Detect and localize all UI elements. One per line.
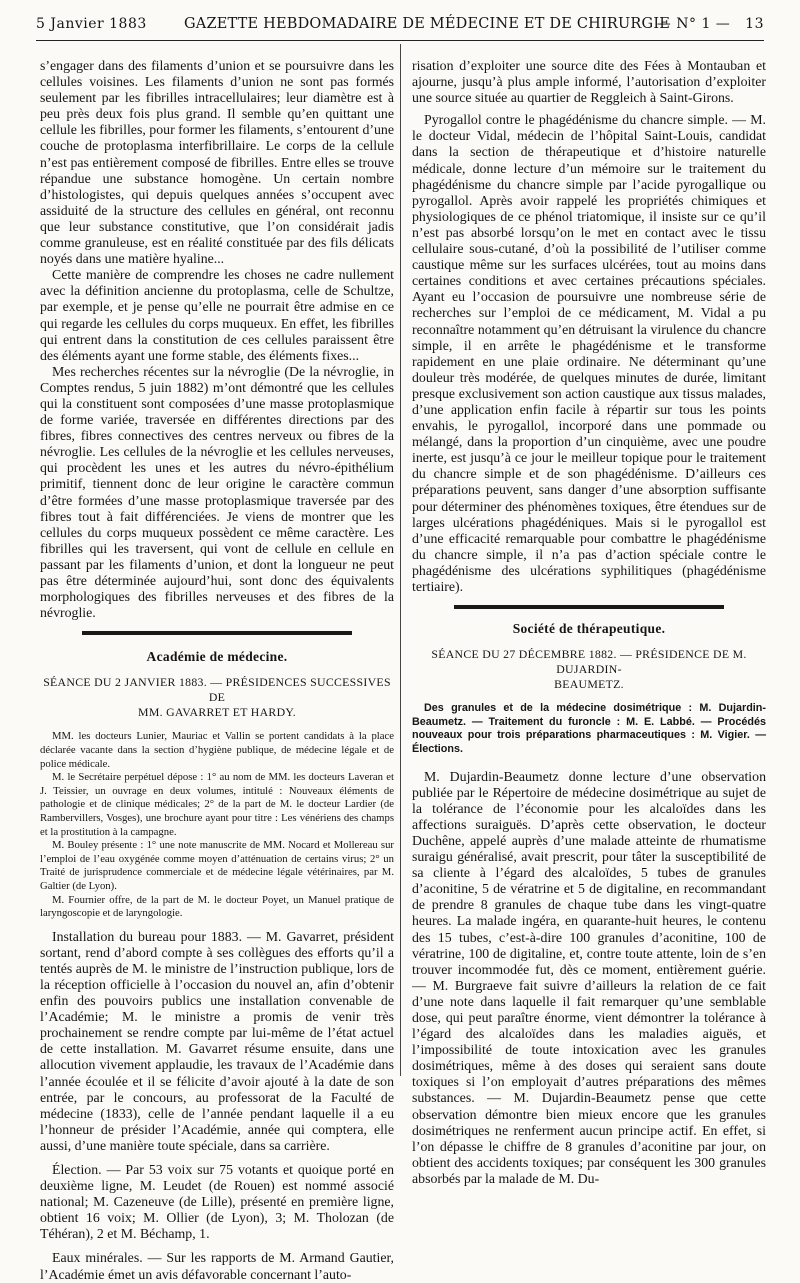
spacer bbox=[40, 1154, 394, 1162]
seance-line: SÉANCE DU 2 JANVIER 1883. — PRÉSIDENCES SUCCESSIVES DE bbox=[43, 675, 391, 705]
seance-line: MM. GAVARRET ET HARDY. bbox=[138, 705, 296, 720]
left-column bbox=[40, 58, 394, 1283]
paragraph: Mes recherches récentes sur la névroglie (De la névroglie, in Comptes rendus, 5 juin 1882) m’ont démontré que les cellules qui la constituent sont composées d’une masse protoplasmique de forme variée, traversée en différentes directions par des fibres, fibres connectives des centres nerveux ou fibres de la névroglie. Les cellules de la névroglie et les cellules nerveuses, qui procèdent les unes et les autres du névro-épithélium primitif, tiennent donc de leur origine le caractère commun d’être formées d’une masse protoplasmique traversée par des fibres tout à fait différenciées. Je viens de montrer que les cellules du corps muqueux possèdent ce même caractère. Les fibrilles qui les traversent, qui vont de cellule en cellule en passant par les filaments d’union, et dont la longueur ne peut pas être déterminée aujourd’hui, sont donc des équivalents morphologiques des fibrilles nerveuses et des fibres de la névroglie. bbox=[40, 363, 394, 621]
section-title-societe: Société de thérapeutique. bbox=[512, 621, 666, 637]
seance-line: SÉANCE DU 27 DÉCEMBRE 1882. — PRÉSIDENCE DE M. DUJARDIN- bbox=[431, 647, 747, 677]
section-title-academie: Académie de médecine. bbox=[146, 649, 288, 665]
paragraph-election: Élection. — Par 53 voix sur 75 votants et quoique porté en deuxième ligne, M. Leudet (de Rouen) est nommé associé national; M. Cazeneuve (de Lille), présenté en première ligne, obtient 16 voix; M. Ollier (de Lyon), 3; M. Tholozan (de Téhéran), 2 et M. Béchamp, 1. bbox=[40, 1162, 394, 1242]
paragraph: Cette manière de comprendre les choses ne cadre nullement avec la définition ancienne du protoplasma, celle de Schultze, par exemple, et je pense qu’elle ne pourrait être admise en ce qui regarde les cellules du corps muqueux. En effet, les fibrilles qui entrent dans la constitution de ces cellules paraissent être des éléments ayant une forme stable, des éléments fixes... bbox=[40, 267, 394, 363]
seance-heading bbox=[40, 675, 394, 720]
header-date: 5 Janvier 1883 bbox=[36, 16, 147, 32]
paragraph-pyrogallol: Pyrogallol contre le phagédénisme du chancre simple. — M. le docteur Vidal, médecin de l’hôpital Saint-Louis, candidat dans la section de thérapeutique et d’histoire naturelle médicale, donne lecture d’un mémoire sur le traitement du phagédénisme du chancre simple par l’acide pyrogallique ou pyrogallol. Après avoir rappelé les propriétés chimiques et physiologiques de ce phénol triatomique, il insiste sur ce qu’il n’est pas absorbé lorsqu’on le met en contact avec le tissu cellulaire sous-cutané, d’où la possibilité de l’utiliser comme caustique même sur les surfaces ulcérées, tout au moins dans certaines conditions et avec certaines précautions spéciales. Ayant eu l’occasion de poursuivre une nombreuse série de recherches sur l’emploi de ce médicament, M. Vidal a pu reconnaître notamment qu’en détruisant la virulence du chancre simple, il en arrête le phagédénisme et le transforme rapidement en une plaie ordinaire. Ne déterminant qu’une douleur très modérée, de quelques minutes de durée, limitant presque exclusivement son action caustique aux tissus malades, d’une application enfin facile à répartir sur tous les points envahis, le pyrogallol, incorporé dans une pommade ou mélangé, dans la proportion d’un cinquième, avec une poudre inerte, est jusqu’à ce jour le meilleur topique pour le traitement du chancre simple et de son phagédénisme. D’ailleurs ces préparations peuvent, sans danger d’une absorption suffisante pour déterminer des phénomènes toxiques, être étendues sur de larges ulcérations phagédéniques. Mais si le pyrogallol est d’une efficacité remarquable pour combattre le phagédénisme du chancre simple, il n’a pas d’action spéciale contre le phagédénisme des ulcérations syphilitiques (phagédénisme tertiaire). bbox=[412, 112, 766, 594]
paragraph: risation d’exploiter une source dite des Fées à Montauban et ajourne, jusqu’à plus ample informé, l’autorisation d’exploiter une source située au quartier de Reggleich à Saint-Girons. bbox=[412, 58, 766, 106]
paragraph-eaux-minerales: Eaux minérales. — Sur les rapports de M. Armand Gautier, l’Académie émet un avis défavorable concernant l’auto- bbox=[40, 1250, 394, 1282]
header-page-number: 13 bbox=[745, 16, 764, 32]
spacer bbox=[40, 921, 394, 929]
paragraph: s’engager dans des filaments d’union et se poursuivre dans les cellules voisines. Les filaments d’union ne sont pas formés seulement par les fibrilles intracellulaires; leur diamètre est à peu près deux fois plus grand. Il semble qu’en quittant une cellule les fibrilles, pour former les filaments, s’entourent d’une couche de protoplasma interfibrillaire. Le corps de la cellule n’est pas entièrement composé de fibrilles. Entre elles se trouve répandue une substance homogène. Un certain nombre d’histologistes, qui depuis quelques années s’occupent avec assiduité de la structure des cellules en général, ont reconnu que leur substance constitutive, que l’on considérait jadis comme granuleuse, est en réalité constituée par des fils délicats noyés dans une matière hyaline... bbox=[40, 58, 394, 267]
column-divider bbox=[400, 44, 401, 1076]
section-separator bbox=[454, 605, 724, 609]
small-paragraph: M. le Secrétaire perpétuel dépose : 1° au nom de MM. les docteurs Laveran et J. Teissier, un ouvrage en deux volumes, intitulé : Nouveaux éléments de pathologie et de clinique médicales; 2° de la part de M. le docteur Lardier (de Rambervillers, Vosges), une brochure ayant pour titre : Les vénériens des champs et la prostitution à la campagne. bbox=[40, 771, 394, 838]
section-separator bbox=[82, 631, 352, 635]
small-paragraph: M. Fournier offre, de la part de M. le docteur Poyet, un Manuel pratique de laryngoscopie et de laryngologie. bbox=[40, 893, 394, 920]
seance-line: BEAUMETZ. bbox=[554, 677, 624, 692]
paragraph-dujardin: M. Dujardin-Beaumetz donne lecture d’une observation publiée par le Répertoire de médecine dosimétrique au sujet de la tolérance de l’économie pour les alcaloïdes dans les affections suraiguës. D’après cette observation, le docteur Duchêne, appelé auprès d’une malade atteinte de rhumatisme suraigu généralisé, avait prescrit, pour tâter la susceptibilité de sa cliente à l’égard des alcaloïdes, 5 tubes de granules d’aconitine, 5 de vératrine et 5 de digitaline, en recommandant de prendre 8 granules de chaque tube dans les vingt-quatre heures. La malade ingéra, en quarante-huit heures, le contenu des 15 tubes, c’est-à-dire 100 granules d’aconitine, 100 de vératrine, 100 de digitaline, et, contre toute attente, loin de s’en trouver incommodée fut, dès ce moment, entièrement guérie. — M. Burgraeve fait suivre d’ailleurs la relation de ce fait d’une note dans laquelle il fait remarquer qu’une semblable dose, qui peut paraître énorme, vient démontrer la tolérance à l’égard des alcaloïdes dans les maladies aiguës, et l’impossibilité de toute intoxication avec les granules dosimétriques, même à des doses qui seraient sans doute toxiques si l’on employait d’autres préparations des mêmes substances. — M. Dujardin-Beaumetz pense que cette observation démontre bien mieux encore que les granules dosimétriques ne renferment aucun principe actif. En effet, si l’on dépasse le chiffre de 8 granules d’aconitine par jour, on obtient des accidents toxiques; par conséquent les 300 granules absorbés par la malade de M. Du- bbox=[412, 768, 766, 1186]
session-summary: Des granules et de la médecine dosimétrique : M. Dujardin-Beaumetz. — Traitement du furoncle : M. E. Labbé. — Procédés nouveaux pour trois préparations pharmaceutiques : M. Vigier. — Élections. bbox=[412, 702, 766, 755]
seance-heading bbox=[412, 647, 766, 692]
paragraph-installation: Installation du bureau pour 1883. — M. Gavarret, président sortant, rend d’abord compte à ses collègues des efforts qu’il a tentés auprès de M. le ministre de l’instruction publique, lors de la réception officielle à l’occasion du nouvel an, afin d’obtenir enfin des pouvoirs publics une installation convenable de l’Académie; M. le ministre a promis de venir très prochainement se rendre compte par lui-même de l’état actuel de cette installation. M. Gavarret résume ensuite, dans une allocution vivement applaudie, les travaux de l’Académie dans l’année écoulée et il se félicite d’avoir ajouté à la date de son entrée, par le concours, au professorat de la Faculté de médecine (1833), celle de l’année pendant laquelle il a eu l’honneur de présider l’Académie, année qui comptera, elle aussi, d’une manière toute spéciale, dans sa carrière. bbox=[40, 928, 394, 1153]
spacer bbox=[40, 1242, 394, 1250]
small-paragraph: MM. les docteurs Lunier, Mauriac et Vallin se portent candidats à la place déclarée vacante dans la section d’hygiène publique, de médecine légale et de police médicale. bbox=[40, 730, 394, 770]
header-issue-page bbox=[657, 16, 764, 32]
header-journal-title: GAZETTE HEBDOMADAIRE DE MÉDECINE ET DE CHIRURGIE bbox=[184, 16, 671, 32]
small-paragraph: M. Bouley présente : 1° une note manuscrite de MM. Nocard et Mollereau sur l’emploi de l’eau oxygénée comme moyen d’atténuation de certains virus; 2° un Traité de jurisprudence commerciale et de médecine légale vétérinaires, par M. Galtier (de Lyon). bbox=[40, 839, 394, 892]
header-issue: — N° 1 — bbox=[656, 16, 731, 32]
header-rule bbox=[36, 40, 764, 41]
right-column bbox=[412, 58, 766, 1187]
running-header bbox=[36, 12, 764, 38]
